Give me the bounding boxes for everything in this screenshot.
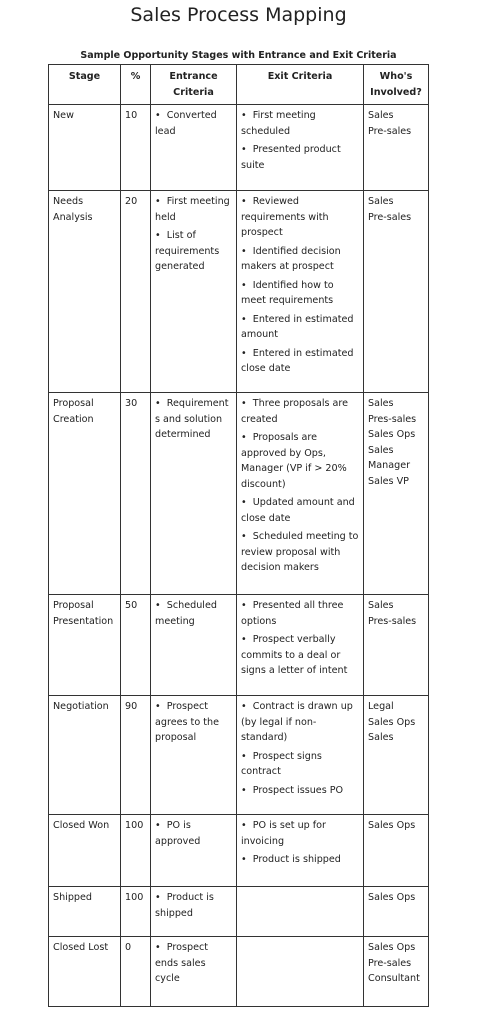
exit-criterion: • Three proposals are created	[241, 396, 359, 427]
who-cell	[364, 595, 429, 696]
who-cell	[364, 937, 429, 1007]
entrance-cell	[151, 815, 237, 887]
exit-criterion: • Presented product suite	[241, 142, 359, 173]
exit-criterion: • Updated amount and close date	[241, 495, 359, 526]
role-label: Sales Manager	[368, 444, 411, 471]
table-caption: Sample Opportunity Stages with Entrance and Exit Criteria	[80, 50, 397, 61]
role-label: Sales	[368, 732, 394, 743]
table-row	[49, 887, 429, 937]
header-stage: Stage	[49, 65, 121, 105]
header-percent: %	[121, 65, 151, 105]
exit-criterion: • PO is set up for invoicing	[241, 818, 359, 849]
header-exit-criteria: Exit Criteria	[237, 65, 364, 105]
exit-criterion: • Entered in estimated amount	[241, 312, 359, 343]
who-cell	[364, 815, 429, 887]
role-label: Sales	[368, 196, 394, 207]
who-cell	[364, 887, 429, 937]
entrance-criterion: • Converted lead	[155, 108, 232, 139]
table-row	[49, 696, 429, 815]
entrance-cell	[151, 887, 237, 937]
role-label: Sales VP	[368, 475, 409, 487]
role-label: Sales Ops	[368, 942, 416, 953]
entrance-cell	[151, 393, 237, 595]
stage-cell: Needs Analysis	[49, 191, 121, 393]
exit-criterion: • Proposals are approved by Ops, Manager (VP if > 20% discount)	[241, 430, 359, 492]
who-cell	[364, 105, 429, 191]
stage-cell: Closed Won	[49, 815, 121, 887]
role-label: Consultant	[368, 973, 420, 984]
exit-criterion: • Prospect issues PO	[241, 783, 359, 799]
exit-cell	[237, 815, 364, 887]
stage-cell: Proposal Presentation	[49, 595, 121, 696]
stage-cell: Closed Lost	[49, 937, 121, 1007]
table-row	[49, 937, 429, 1007]
role-label: Sales	[368, 110, 394, 121]
percent-cell: 100	[121, 815, 151, 887]
role-label: Sales Ops	[368, 892, 416, 903]
role-label: Sales	[368, 398, 394, 409]
entrance-criterion: • First meeting held	[155, 194, 232, 225]
percent-cell: 10	[121, 105, 151, 191]
role-label: Sales	[368, 600, 394, 611]
entrance-cell	[151, 937, 237, 1007]
entrance-cell	[151, 595, 237, 696]
exit-cell	[237, 393, 364, 595]
percent-cell: 0	[121, 937, 151, 1007]
exit-criterion: • Identified decision makers at prospect	[241, 244, 359, 275]
role-label: Sales Ops	[368, 429, 416, 440]
stage-cell: Proposal Creation	[49, 393, 121, 595]
exit-criterion: • Entered in estimated close date	[241, 346, 359, 377]
exit-criterion: • Reviewed requirements with prospect	[241, 194, 359, 241]
entrance-cell	[151, 191, 237, 393]
exit-cell	[237, 191, 364, 393]
exit-cell	[237, 937, 364, 1007]
role-label: Pre-sales	[368, 957, 412, 969]
exit-criterion: • Presented all three options	[241, 598, 359, 629]
header-whos-involved: Who's Involved?	[364, 65, 429, 105]
role-label: Sales Ops	[368, 820, 416, 831]
entrance-criterion: • Requirements and solution determined	[155, 396, 232, 443]
table-row	[49, 191, 429, 393]
role-label: Sales Ops	[368, 716, 416, 728]
exit-criterion: • Prospect verbally commits to a deal or signs a letter of intent	[241, 632, 359, 679]
exit-cell	[237, 595, 364, 696]
percent-cell: 50	[121, 595, 151, 696]
exit-criterion: • Prospect signs contract	[241, 749, 359, 780]
table-row	[49, 595, 429, 696]
table-row	[49, 815, 429, 887]
role-label: Pre-sales	[368, 211, 412, 223]
exit-cell	[237, 105, 364, 191]
stage-cell: Shipped	[49, 887, 121, 937]
opportunity-stages-table	[48, 64, 429, 1007]
page-title: Sales Process Mapping	[130, 4, 347, 26]
entrance-criterion: • Product is shipped	[155, 890, 232, 921]
role-label: Legal	[368, 701, 394, 712]
entrance-cell	[151, 696, 237, 815]
role-label: Pres-sales	[368, 413, 417, 425]
who-cell	[364, 696, 429, 815]
exit-criterion: • Contract is drawn up (by legal if non-standard)	[241, 699, 359, 746]
table-row	[49, 393, 429, 595]
stage-cell: New	[49, 105, 121, 191]
percent-cell: 30	[121, 393, 151, 595]
header-row	[49, 65, 429, 105]
exit-cell	[237, 696, 364, 815]
role-label: Pres-sales	[368, 615, 417, 627]
entrance-criterion: • List of requirements generated	[155, 228, 232, 275]
percent-cell: 100	[121, 887, 151, 937]
entrance-criterion: • Prospect agrees to the proposal	[155, 699, 232, 746]
entrance-criterion: • PO is approved	[155, 818, 232, 849]
exit-criterion: • Scheduled meeting to review proposal with decision makers	[241, 529, 359, 576]
who-cell	[364, 393, 429, 595]
percent-cell: 90	[121, 696, 151, 815]
entrance-criterion: • Scheduled meeting	[155, 598, 232, 629]
header-entrance-criteria: Entrance Criteria	[151, 65, 237, 105]
entrance-criterion: • Prospect ends sales cycle	[155, 940, 232, 987]
role-label: Pre-sales	[368, 125, 412, 137]
who-cell	[364, 191, 429, 393]
exit-criterion: • First meeting scheduled	[241, 108, 359, 139]
exit-criterion: • Product is shipped	[241, 852, 359, 868]
entrance-cell	[151, 105, 237, 191]
percent-cell: 20	[121, 191, 151, 393]
stage-cell: Negotiation	[49, 696, 121, 815]
table-row	[49, 105, 429, 191]
exit-criterion: • Identified how to meet requirements	[241, 278, 359, 309]
exit-cell	[237, 887, 364, 937]
